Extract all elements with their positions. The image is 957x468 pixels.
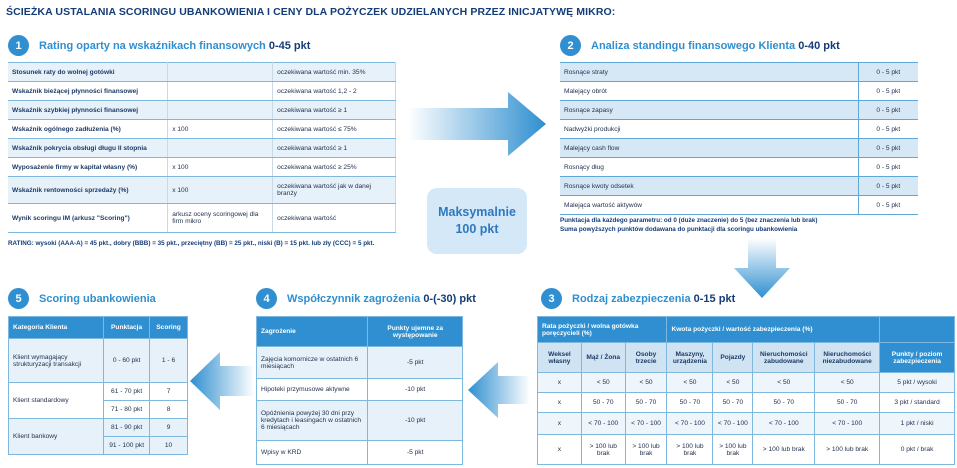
- section2-header: [560, 35, 840, 56]
- table-row: Hipoteki przymusowe aktywne -10 pkt: [257, 379, 463, 401]
- rating-note: RATING: wysoki (AAA-A) = 45 pkt., dobry (BBB) = 35 pkt., przeciętny (BB) = 25 pkt., niski (B) = 15 pkt. lub zły (CCC) = 5 pkt.: [8, 240, 375, 247]
- section1-number: 1: [8, 35, 29, 56]
- column-header: Kwota pożyczki / wartość zabezpieczenia (%): [667, 317, 880, 343]
- standing-note: Punktacja dla każdego parametru: od 0 (duże znaczenie) do 5 (bez znaczenia lub brak) Suma powyższych punktów dodawana do punktacji dla scoringu ubankowienia: [560, 217, 818, 233]
- table-header-row: [9, 317, 188, 339]
- table-row: Malejąca wartość aktywów 0 - 5 pkt: [560, 196, 918, 215]
- page-title: ŚCIEŻKA USTALANIA SCORINGU UBANKOWIENIA I CENY DLA POŻYCZEK UDZIELANYCH PRZEZ INICJATYWĘ MIKRO:: [6, 6, 616, 18]
- standing-table: [560, 62, 918, 215]
- section4-number: 4: [256, 288, 277, 309]
- section1-header: [8, 35, 310, 56]
- column-header: Zagrożenie: [257, 317, 368, 347]
- column-header: Punktacja: [104, 317, 150, 339]
- column-header: Kategoria Klienta: [9, 317, 104, 339]
- table-header-row: [538, 317, 955, 343]
- table-row: Malejący obrót 0 - 5 pkt: [560, 82, 918, 101]
- column-header: Scoring: [150, 317, 188, 339]
- arrow-down-icon: [734, 238, 790, 298]
- table-row: Nadwyżki produkcji 0 - 5 pkt: [560, 120, 918, 139]
- table-row: Malejący cash flow 0 - 5 pkt: [560, 139, 918, 158]
- table-row: Wyposażenie firmy w kapitał własny (%) x 100 oczekiwana wartość ≥ 25%: [8, 158, 396, 177]
- section1-title: Rating oparty na wskaźnikach finansowych 0-45 pkt: [39, 39, 311, 52]
- section3-header: [541, 288, 735, 309]
- column-header: Punkty ujemne za występowanie: [368, 317, 463, 347]
- table-row: x < 50 < 50 < 50 < 50 < 50 < 50 5 pkt / wysoki: [538, 373, 955, 393]
- table-row: Wskaźnik rentowności sprzedaży (%) x 100 oczekiwana wartość jak w danej branży: [8, 177, 396, 204]
- table-subheader-row: Weksel własny Mąż / Żona Osoby trzecie Maszyny, urządzenia Pojazdy Nieruchomości zabudowane Nieruchomości niezabudowane Punkty / poziom zabezpieczenia: [538, 343, 955, 373]
- table-row: Rosnące kwoty odsetek 0 - 5 pkt: [560, 177, 918, 196]
- table-row: Rosnące zapasy 0 - 5 pkt: [560, 101, 918, 120]
- table-row: Rosnące straty 0 - 5 pkt: [560, 63, 918, 82]
- section2-title: Analiza standingu finansowego Klienta 0-40 pkt: [591, 39, 840, 52]
- arrow-right-icon: [408, 92, 546, 156]
- table-row: Wskaźnik szybkiej płynności finansowej oczekiwana wartość ≥ 1: [8, 101, 396, 120]
- collateral-table: [537, 316, 955, 465]
- table-row: x 50 - 70 50 - 70 50 - 70 50 - 70 50 - 70 50 - 70 3 pkt / standard: [538, 393, 955, 413]
- section5-title: Scoring ubankowienia: [39, 292, 156, 305]
- table-row: Klient wymagający strukturyzacji transakcji 0 - 60 pkt 1 - 6: [9, 339, 188, 383]
- table-row: Rosnący dług 0 - 5 pkt: [560, 158, 918, 177]
- section4-title: Współczynnik zagrożenia 0-(-30) pkt: [287, 292, 476, 305]
- table-row: Wskaźnik pokrycia obsługi długu II stopnia oczekiwana wartość ≥ 1: [8, 139, 396, 158]
- section5-header: [8, 288, 156, 309]
- table-row: x < 70 - 100 < 70 - 100 < 70 - 100 < 70 - 100 < 70 - 100 < 70 - 100 1 pkt / niski: [538, 413, 955, 435]
- section4-header: [256, 288, 476, 309]
- threat-table: [256, 316, 463, 465]
- table-header-row: [257, 317, 463, 347]
- max-points-badge: Maksymalnie 100 pkt: [427, 188, 527, 254]
- table-row: Opóźnienia powyżej 30 dni przy kredytach i leasingach w ostatnich 6 miesiącach -10 pkt: [257, 401, 463, 441]
- table-row: Stosunek raty do wolnej gotówki oczekiwana wartość min. 35%: [8, 63, 396, 82]
- table-row: x > 100 lub brak > 100 lub brak > 100 lub brak > 100 lub brak > 100 lub brak > 100 lub brak 0 pkt / brak: [538, 435, 955, 465]
- table-row: Wskaźnik bieżącej płynności finansowej oczekiwana wartość 1,2 - 2: [8, 82, 396, 101]
- arrow-left-icon: [468, 362, 530, 418]
- table-row: 71 - 80 pkt 8: [9, 401, 188, 419]
- section3-title: Rodzaj zabezpieczenia 0-15 pkt: [572, 292, 736, 305]
- table-row: Klient bankowy 81 - 90 pkt 9: [9, 419, 188, 437]
- section5-number: 5: [8, 288, 29, 309]
- table-row: Wskaźnik ogólnego zadłużenia (%) x 100 oczekiwana wartość ≤ 75%: [8, 120, 396, 139]
- section2-number: 2: [560, 35, 581, 56]
- table-row: Wynik scoringu IM (arkusz "Scoring") arkusz oceny scoringowej dla firm mikro oczekiwana wartość: [8, 204, 396, 233]
- section3-number: 3: [541, 288, 562, 309]
- ratios-table: [8, 62, 396, 233]
- table-row: Zajęcia komornicze w ostatnich 6 miesiącach -5 pkt: [257, 347, 463, 379]
- arrow-left-icon: [190, 352, 254, 410]
- table-row: 91 - 100 pkt 10: [9, 437, 188, 455]
- table-row: Klient standardowy 61 - 70 pkt 7: [9, 383, 188, 401]
- banking-scoring-table: [8, 316, 188, 455]
- column-header: Rata pożyczki / wolna gotówka poręczycieli (%): [538, 317, 667, 343]
- table-row: Wpisy w KRD -5 pkt: [257, 441, 463, 465]
